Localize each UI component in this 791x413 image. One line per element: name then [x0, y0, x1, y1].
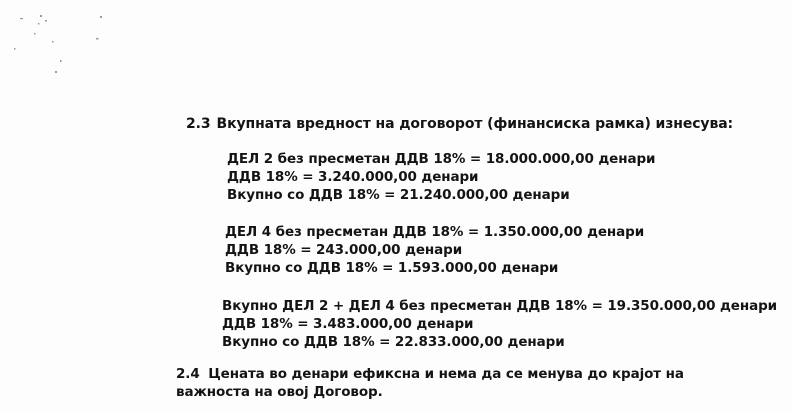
- scan-speck-marks: [0, 0, 140, 90]
- section-text: Цената во денари ефиксна и нема да се менува до крајот на важноста на овој Договор.: [176, 366, 684, 400]
- del2-vat: ДДВ 18% = 3.240.000,00 денари: [227, 169, 479, 185]
- section-2-3-heading: [186, 116, 733, 132]
- del2-total-with-vat: Вкупно со ДДВ 18% = 21.240.000,00 денари: [227, 187, 570, 203]
- del4-vat: ДДВ 18% = 243.000,00 денари: [225, 242, 463, 258]
- del4-without-vat: ДЕЛ 4 без пресметан ДДВ 18% = 1.350.000,00 денари: [225, 224, 645, 240]
- combined-without-vat: Вкупно ДЕЛ 2 + ДЕЛ 4 без пресметан ДДВ 18% = 19.350.000,00 денари: [222, 298, 778, 314]
- section-number: 2.3: [186, 116, 211, 132]
- section-2-4-paragraph: [176, 365, 736, 401]
- section-text: Вкупната вредност на договорот (финансиска рамка) изнесува:: [216, 116, 734, 132]
- del4-total-with-vat: Вкупно со ДДВ 18% = 1.593.000,00 денари: [225, 260, 559, 276]
- combined-vat: ДДВ 18% = 3.483.000,00 денари: [222, 316, 474, 332]
- combined-total-with-vat: Вкупно со ДДВ 18% = 22.833.000,00 денари: [222, 334, 565, 350]
- section-number: 2.4: [176, 366, 200, 382]
- del2-without-vat: ДЕЛ 2 без пресметан ДДВ 18% = 18.000.000,00 денари: [227, 151, 656, 167]
